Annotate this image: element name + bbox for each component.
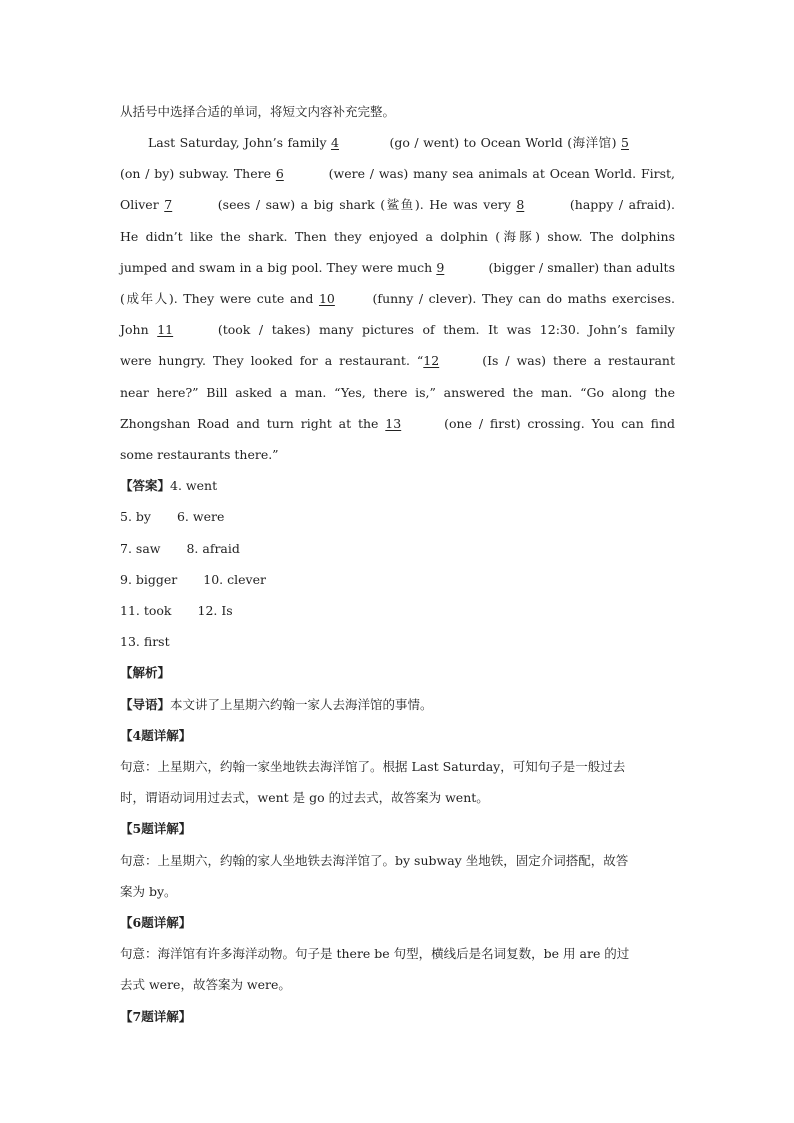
- guide-text: 本文讲了上星期六约翰一家人去海洋馆的事情。: [170, 697, 433, 712]
- blank-6: 6: [275, 166, 284, 181]
- instruction: 从括号中选择合适的单词，将短文内容补充完整。: [120, 104, 396, 119]
- answer-line-1: [120, 477, 675, 495]
- answer-13: 13. first: [120, 634, 170, 649]
- answer-line-2: [120, 508, 675, 526]
- blank-11: 11: [157, 322, 174, 337]
- passage-line-4: He didn’t like the shark. Then they enjoyed a dolphin (海豚) show. The dolphins: [120, 229, 675, 244]
- q4-explanation-1: 句意：上星期六，约翰一家坐地铁去海洋馆了。根据 Last Saturday，可知句子是一般过去: [120, 759, 626, 774]
- blank-12: 12: [423, 353, 440, 368]
- q5-heading: 【5题详解】: [120, 821, 192, 836]
- q6-explanation-1: 句意：海洋馆有许多海洋动物。句子是 there be 句型，横线后是名词复数，be 用 are 的过: [120, 946, 630, 961]
- blank-10: 10: [318, 291, 335, 306]
- q5-explanation-1: 句意：上星期六，约翰的家人坐地铁去海洋馆了。by subway 坐地铁，固定介词搭配，故答: [120, 853, 629, 868]
- passage-line-5: jumped and swam in a big pool. They were much 9 (bigger / smaller) than adults: [120, 260, 675, 275]
- passage-line-9: near here?” Bill asked a man. “Yes, there is,” answered the man. “Go along the: [120, 385, 675, 400]
- passage-line-7: John 11 (took / takes) many pictures of them. It was 12:30. John’s family: [120, 322, 675, 337]
- blank-5: 5: [621, 135, 629, 150]
- answer-7: 7. saw: [120, 541, 161, 556]
- passage-line-8: were hungry. They looked for a restaurant. “12 (Is / was) there a restaurant: [120, 353, 675, 368]
- blank-7: 7: [164, 197, 173, 212]
- blank-8: 8: [516, 197, 525, 212]
- answer-line-6: [120, 633, 675, 651]
- answer-tag: 【答案】: [120, 478, 171, 493]
- q7-heading: 【7题详解】: [120, 1009, 192, 1024]
- passage-line-10: Zhongshan Road and turn right at the 13 (one / first) crossing. You can find: [120, 416, 675, 431]
- blank-4: 4: [331, 135, 339, 150]
- analysis-heading: 【解析】: [120, 665, 171, 680]
- passage-line-2: (on / by) subway. There 6 (were / was) many sea animals at Ocean World. First,: [120, 166, 676, 181]
- passage-line-11: some restaurants there.”: [120, 447, 279, 462]
- answer-line-3: [120, 540, 675, 558]
- answer-6: 6. were: [176, 509, 225, 524]
- q4-explanation-2: 时，谓语动词用过去式，went 是 go 的过去式，故答案为 went。: [120, 790, 489, 805]
- answer-4: 4. went: [170, 478, 218, 493]
- answer-8: 8. afraid: [186, 541, 240, 556]
- answer-5: 5. by: [120, 509, 151, 524]
- answer-10: 10. clever: [203, 572, 266, 587]
- q4-heading: 【4题详解】: [120, 728, 192, 743]
- guide-tag: 【导语】: [120, 697, 171, 712]
- passage-line-1: Last Saturday, John’s family 4 (go / went) to Ocean World (海洋馆) 5: [148, 134, 675, 152]
- q6-heading: 【6题详解】: [120, 915, 192, 930]
- answer-line-5: [120, 602, 675, 620]
- q5-explanation-2: 案为 by。: [120, 884, 177, 899]
- answer-9: 9. bigger: [120, 572, 178, 587]
- answer-11: 11. took: [120, 603, 172, 618]
- blank-13: 13: [385, 416, 402, 431]
- passage-line-3: Oliver 7 (sees / saw) a big shark (鲨鱼). He was very 8 (happy / afraid).: [120, 197, 676, 212]
- answer-line-4: [120, 571, 675, 589]
- guide-line: [120, 696, 675, 714]
- passage-line-6: (成年人). They were cute and 10 (funny / clever). They can do maths exercises.: [120, 291, 676, 306]
- q6-explanation-2: 去式 were，故答案为 were。: [120, 977, 291, 992]
- blank-9: 9: [436, 260, 445, 275]
- answer-12: 12. Is: [197, 603, 233, 618]
